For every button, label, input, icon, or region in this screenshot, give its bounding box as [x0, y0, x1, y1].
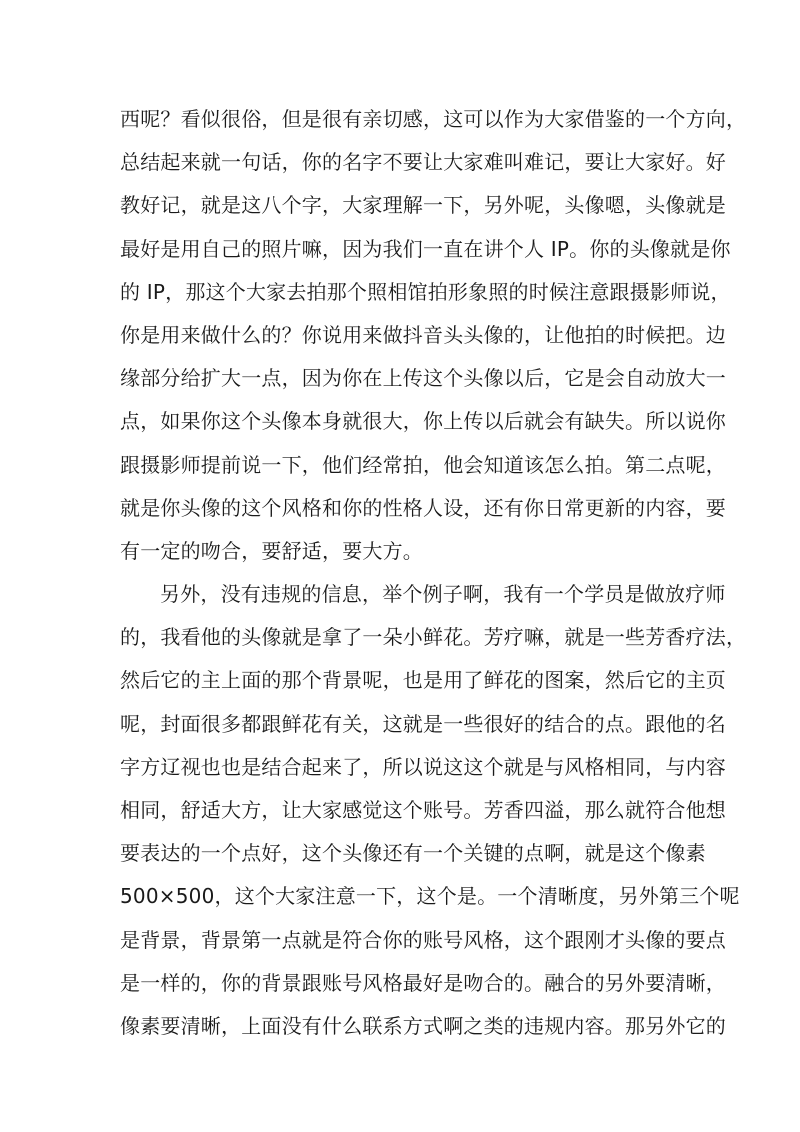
- text-line: 跟摄影师提前说一下，他们经常拍，他会知道该怎么拍。第二点呢，: [120, 452, 726, 477]
- text-line: 呢，封面很多都跟鲜花有关，这就是一些很好的结合的点。跟他的名: [120, 711, 726, 736]
- text-line: 就是你头像的这个风格和你的性格人设，还有你日常更新的内容，要: [120, 495, 726, 520]
- text-line: 然后它的主上面的那个背景呢，也是用了鲜花的图案，然后它的主页: [120, 668, 726, 693]
- text-line: 教好记，就是这八个字，大家理解一下，另外呢，头像嗯，头像就是: [120, 193, 726, 218]
- text-line: 是背景，背景第一点就是符合你的账号风格，这个跟刚才头像的要点: [120, 927, 726, 952]
- text-line: 点，如果你这个头像本身就很大，你上传以后就会有缺失。所以说你: [120, 409, 726, 434]
- text-line: 总结起来就一句话，你的名字不要让大家难叫难记，要让大家好。好: [120, 150, 726, 175]
- text-line: 有一定的吻合，要舒适，要大方。: [120, 538, 423, 563]
- text-line: 最好是用自己的照片嘛，因为我们一直在讲个人 IP。你的头像就是你: [120, 236, 731, 261]
- text-line: 字方辽视也也是结合起来了，所以说这这个就是与风格相同，与内容: [120, 754, 726, 779]
- text-line: 相同，舒适大方，让大家感觉这个账号。芳香四溢，那么就符合他想: [120, 798, 726, 822]
- text-line: 缘部分给扩大一点，因为你在上传这个头像以后，它是会自动放大一: [120, 366, 726, 391]
- text-line: 像素要清晰，上面没有什么联系方式啊之类的违规内容。那另外它的: [120, 1013, 726, 1038]
- text-line: 的，我看他的头像就是拿了一朵小鲜花。芳疗嘛，就是一些芳香疗法，: [120, 625, 747, 650]
- text-line: 500×500，这个大家注意一下，这个是。一个清晰度，另外第三个呢: [120, 884, 740, 909]
- text-line: 要表达的一个点好，这个头像还有一个关键的点啊，就是这个像素: [120, 841, 706, 866]
- text-line: 你是用来做什么的？你说用来做抖音头头像的，让他拍的时候把。边: [120, 322, 726, 347]
- text-line: 另外，没有违规的信息，举个例子啊，我有一个学员是做放疗师: [160, 582, 726, 607]
- body-text: [120, 98, 747, 1048]
- text-line: 的 IP，那这个大家去拍那个照相馆拍形象照的时候注意跟摄影师说，: [120, 279, 731, 304]
- text-line: 是一样的，你的背景跟账号风格最好是吻合的。融合的另外要清晰，: [120, 970, 726, 995]
- text-line: 西呢？看似很俗，但是很有亲切感，这可以作为大家借鉴的一个方向，: [120, 107, 747, 131]
